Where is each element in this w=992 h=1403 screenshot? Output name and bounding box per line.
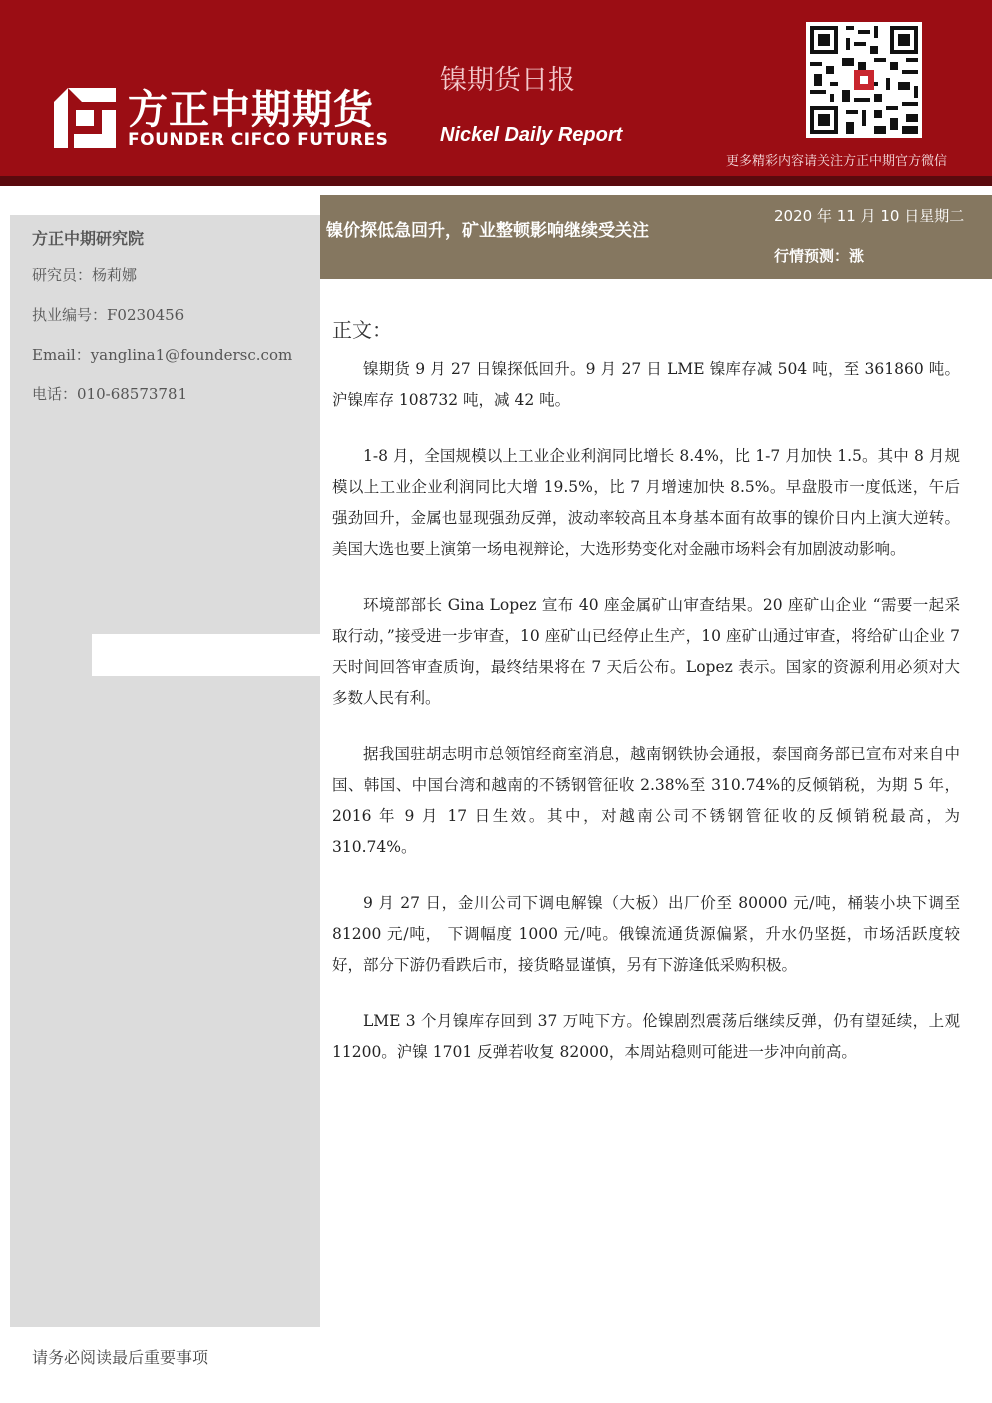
market-forecast: 行情预测：涨 xyxy=(774,247,865,265)
brand-name-en: FOUNDER CIFCO FUTURES xyxy=(128,130,389,150)
institute-name: 方正中期研究院 xyxy=(32,229,145,248)
footer-notice: 请务必阅读最后重要事项 xyxy=(32,1348,209,1367)
founder-logo-icon xyxy=(54,88,116,148)
paragraph: 9 月 27 日，金川公司下调电解镍（大板）出厂价至 80000 元/吨，桶装小块下调至 81200 元/吨， 下调幅度 1000 元/吨。俄镍流通货源偏紧，升水仍坚挺，市场活跃度较好，部分下游仍看跌后市，接货略显谨慎，另有下游逢低采购积极。 xyxy=(332,894,960,974)
brand-name-cn: 方正中期期货 xyxy=(128,87,374,133)
header-divider xyxy=(0,176,992,186)
report-title-cn: 镍期货日报 xyxy=(440,65,575,96)
paragraph: 1-8 月，全国规模以上工业企业利润同比增长 8.4%，比 1-7 月加快 1.5。其中 8 月规模以上工业企业利润同比大增 19.5%，比 7 月增速加快 8.5%。早盘股市一度低迷，午后强劲回升，金属也显现强劲反弹，波动率较高且本身基本面有故事的镍价日内上演大逆转。美国大选也要上演第一场电视辩论，大选形势变化对金融市场料会有加剧波动影响。 xyxy=(332,447,960,558)
wechat-follow-note: 更多精彩内容请关注方正中期官方微信 xyxy=(726,154,948,169)
report-title-en: Nickel Daily Report xyxy=(440,124,623,146)
report-body xyxy=(332,354,960,1093)
paragraph: 环境部部长 Gina Lopez 宣布 40 座金属矿山审查结果。20 座矿山企业 “需要一起采取行动，”接受进一步审查，10 座矿山已经停止生产，10 座矿山通过审查，将给矿山企业 7 天时间回答审查质询，最终结果将在 7 天后公布。Lopez 表示。国家的资源利用必须对大多数人民有利。 xyxy=(332,596,960,707)
report-headline: 镍价探低急回升，矿业整顿影响继续受关注 xyxy=(326,221,649,241)
license-number: 执业编号：F0230456 xyxy=(32,306,185,324)
analyst-phone: 电话：010-68573781 xyxy=(32,385,188,403)
report-date: 2020 年 11 月 10 日星期二 xyxy=(774,207,965,225)
sidebar-notch xyxy=(92,634,320,676)
paragraph: 镍期货 9 月 27 日镍探低回升。9 月 27 日 LME 镍库存减 504 吨，至 361860 吨。沪镍库存 108732 吨，减 42 吨。 xyxy=(332,360,960,409)
paragraph: LME 3 个月镍库存回到 37 万吨下方。伦镍剧烈震荡后继续反弹，仍有望延续，上观 11200。沪镍 1701 反弹若收复 82000，本周站稳则可能进一步冲向前高。 xyxy=(332,1012,960,1061)
wechat-qr-code-icon xyxy=(806,22,922,138)
analyst-email[interactable]: Email：yanglina1@foundersc.com xyxy=(32,346,293,364)
author-sidebar xyxy=(10,215,320,1327)
paragraph: 据我国驻胡志明市总领馆经商室消息，越南钢铁协会通报，泰国商务部已宣布对来自中国、韩国、中国台湾和越南的不锈钢管征收 2.38%至 310.74%的反倾销税，为期 5 年，2016 年 9 月 17 日生效。其中，对越南公司不锈钢管征收的反倾销税最高，为 310.74%。 xyxy=(332,745,960,856)
section-label: 正文： xyxy=(332,318,392,342)
analyst-name: 研究员：杨莉娜 xyxy=(32,266,138,284)
